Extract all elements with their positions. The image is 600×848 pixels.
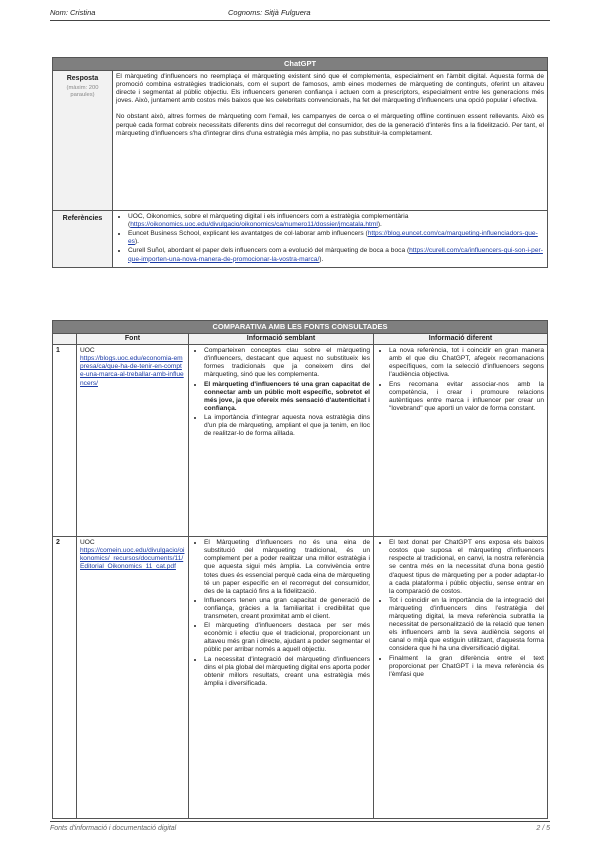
chatgpt-title: ChatGPT <box>53 58 548 71</box>
different-item: • Ens recomana evitar associar-nos amb la competència, i crear i promoure relacions autèntiques entre marca i influencer per crear un "lovebrand" que aporti un valor de forma constant. <box>389 381 544 413</box>
similar-item: • El màrqueting d'influencers destaca per ser més econòmic i efectiu que el tradicional, proporcionant un altaveu més gran i directe, ajudant a poder segmentar el públic per arribar només a aquell objectiu. <box>204 622 370 654</box>
page-footer <box>50 821 550 834</box>
reference-link[interactable]: https://oikonomics.uoc.edu/divulgacio/oikonomics/ca/numero11/dossier/jmcatala.html <box>130 221 378 229</box>
student-name: Nom: Cristina <box>50 8 96 17</box>
references-list <box>113 211 548 268</box>
response-label-cell <box>53 71 113 211</box>
page-header <box>50 6 550 21</box>
reference-link[interactable]: https://curell.com/ca/influencers-qui-son-i-per-que-importen-una-nova-manera-de-promocionar-la-vostra-marca/ <box>128 247 543 263</box>
page-number: 2 / 5 <box>536 825 550 832</box>
comparison-table <box>52 320 548 819</box>
comparison-title: COMPARATIVA AMB LES FONTS CONSULTADES <box>53 321 548 334</box>
col-source-header: Font <box>77 334 189 345</box>
different-item: • La nova referència, tot i coincidir en gran manera amb el que diu ChatGPT, afegeix recomanacions específiques, com la selecció d'influencers segons l'audiència objectiva. <box>389 347 544 379</box>
different-item: • El text donat per ChatGPT ens exposa els baixos costos que suposa el màrqueting d'influencers respecte al tradicional, en canvi, la nostra referència se centra més en la necessitat d'una bona gestió d'aquest tipus de màrqueting per a poder adaptar-lo a cada plataforma i públic objectiu, sense entrar en la comparació de costos. <box>389 539 544 596</box>
response-label: Resposta <box>66 75 99 83</box>
references-label: Referències <box>53 211 113 268</box>
reference-text: Curell Suñol, abordant el paper dels influencers com a evolució del màrqueting de boca a boca <box>128 247 406 255</box>
reference-link[interactable]: https://blog.euncet.com/ca/marqueting-influenciadors-que-es <box>128 230 538 246</box>
different-cell <box>374 345 548 537</box>
similar-item: • Comparteixen conceptes clau sobre el màrqueting d'influencers, destacant que aquest no substitueix les formes tradicionals que ja coneixem dins del màrqueting, sinó que les complementa. <box>204 347 370 379</box>
reference-item: • Euncet Business School, explicant les avantatges de col·laborar amb influencers (https://blog.euncet.com/ca/marqueting-influenciadors-que-es). <box>128 230 544 246</box>
similar-item: • La importància d'integrar aquesta nova estratègia dins d'un pla de màrqueting, ampliant el que ja tenim, en lloc de realitzar-lo de forma aïllada. <box>204 414 370 438</box>
row-number: 2 <box>53 537 77 819</box>
different-cell <box>374 537 548 819</box>
source-name: UOC <box>80 347 95 355</box>
chatgpt-table <box>52 57 548 268</box>
source-link[interactable]: https://comein.uoc.edu/divulgacio/oikonomics/_recursos/documents/11/Editorial_Oikonomics_11_cat.pdf <box>80 547 185 571</box>
source-cell <box>77 537 189 819</box>
reference-text: UOC, Oikonomics, sobre el màrqueting digital i els influencers com a estratègia complementària <box>128 213 409 221</box>
similar-cell <box>189 537 374 819</box>
table-row <box>53 537 548 819</box>
reference-item: • Curell Suñol, abordant el paper dels influencers com a evolució del màrqueting de boca a boca (https://curell.com/ca/influencers-qui-son-i-per-que-importen-una-nova-manera-de-promocionar-la-vostra-marca/). <box>128 247 544 263</box>
similar-cell <box>189 345 374 537</box>
similar-item: • El màrqueting d'influencers té una gran capacitat de connectar amb un públic molt específic, sobretot el més jove, ja que ofereix més sensació d'autenticitat i confiança. <box>204 381 370 413</box>
table-row <box>53 345 548 537</box>
similar-item: • La necessitat d'integració del màrqueting d'influencers dins el pla global del màrqueting digital ens aporta poder obtenir millors resultats, creant una estratègia més àmplia i diversificada. <box>204 656 370 688</box>
response-paragraph-1: El màrqueting d'influencers no reemplaça el màrqueting existent sinó que el complementa, especialment en l'àmbit digital. Aquesta forma de promoció combina estratègies tradicionals, com el suport de famosos, amb eines modernes de màrqueting de continguts, oferint un altaveu directe i segmentat al públic objectiu. Els influencers generen confiança i actuen com a prescriptors, especialment entre les generacions més joves. Això, juntament amb costos més baixos que les celebritats convencionals, ha fet del màrqueting d'influencers una opció popular i efectiva. <box>116 73 544 105</box>
col-similar-header: Informació semblant <box>189 334 374 345</box>
col-different-header: Informació diferent <box>374 334 548 345</box>
different-item: • Finalment la gran diferència entre el text proporcionat per ChatGPT i la meva referència és l'èmfasi que <box>389 655 544 679</box>
student-surname: Cognoms: Sitjà Fulguera <box>228 8 311 17</box>
row-number: 1 <box>53 345 77 537</box>
response-sublabel: (màxim: 200 paraules) <box>66 85 99 99</box>
footer-course: Fonts d'informació i documentació digital <box>50 825 177 832</box>
reference-item: • UOC, Oikonomics, sobre el màrqueting digital i els influencers com a estratègia complementària (https://oikonomics.uoc.edu/divulgacio/oikonomics/ca/numero11/dossier/jmcatala.html). <box>128 213 544 229</box>
similar-item: • El Màrqueting d'influencers no és una eina de substitució del màrqueting tradicional, és un complement per a poder realitzar una millor estratègia i que aquesta sigui més àmplia. La convivència entre totes dues és essencial perquè cada eina de màrqueting té un paper específic en el recorregut del consumidor, des de la captació fins a la fidelització. <box>204 539 370 596</box>
source-link[interactable]: https://blogs.uoc.edu/economia-empresa/ca/que-ha-de-tenir-en-compte-una-marca-al-treballar-amb-influencers/ <box>80 355 184 387</box>
source-cell <box>77 345 189 537</box>
different-item: • Tot i coincidir en la importància de la integració del màrqueting d'influencers dins l'estratègia del màrqueting digital, la meva referència subratlla la necessitat de personalització de la relació que tenen els influencers amb la seva audiència segons el canal o mitjà que estiguin utilitzant, d'aquesta forma considera que hi ha una diversificació digital. <box>389 597 544 654</box>
response-paragraph-2: No obstant això, altres formes de màrqueting com l'email, les campanyes de cerca o el màrqueting offline continuen essent rellevants. Això es perquè cada format cobreix necessitats diferents dins del recorregut del consumidor, des de la generació d'interès fins a la fidelització. Per tant, el màrqueting d'influencers s'ha d'integrar dins d'una estratègia més àmplia, no pas substituir-la completament. <box>116 113 544 137</box>
col-num-header <box>53 334 77 345</box>
similar-item: • Influencers tenen una gran capacitat de generació de confiança, gràcies a la familiaritat i credibilitat que transmeten, creant proximitat amb el client. <box>204 597 370 621</box>
response-text <box>113 71 548 211</box>
reference-text: Euncet Business School, explicant les avantatges de col·laborar amb influencers <box>128 230 364 238</box>
source-name: UOC <box>80 539 95 547</box>
